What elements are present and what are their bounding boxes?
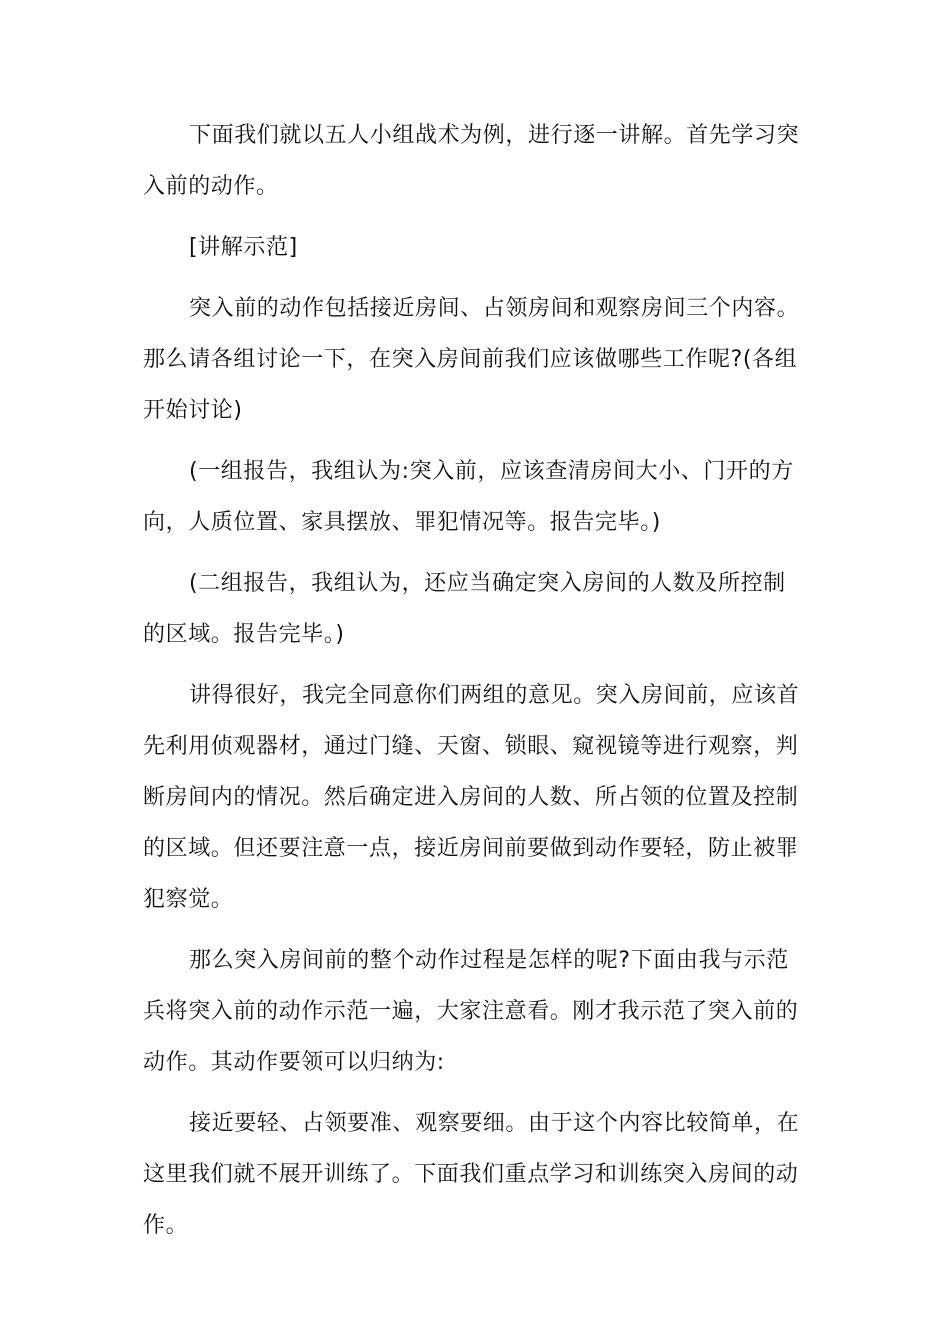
document-body [143,110,808,1261]
paragraph: 那么突入房间前的整个动作过程是怎样的呢?下面由我与示范兵将突入前的动作示范一遍，大家注意看。刚才我示范了突入前的动作。其动作要领可以归纳为: [143,948,799,1075]
paragraph: (一组报告，我组认为:突入前，应该查清房间大小、门开的方向，人质位置、家具摆放、罪犯情况等。报告完毕。) [143,459,794,535]
paragraph: 接近要轻、占领要准、观察要细。由于这个内容比较简单，在这里我们就不展开训练了。下面我们重点学习和训练突入房间的动作。 [143,1111,800,1238]
paragraph: [讲解示范] [189,235,298,260]
paragraph: 突入前的动作包括接近房间、占领房间和观察房间三个内容。那么请各组讨论一下，在突入房间前我们应该做哪些工作呢?(各组开始讨论) [143,296,800,423]
paragraph: 讲得很好，我完全同意你们两组的意见。突入房间前，应该首先利用侦观器材，通过门缝、天窗、锁眼、窥视镜等进行观察，判断房间内的情况。然后确定进入房间的人数、所占领的位置及控制的区域。但还要注意一点，接近房间前要做到动作要轻，防止被罪犯察觉。 [143,683,800,912]
paragraph: 下面我们就以五人小组战术为例，进行逐一讲解。首先学习突入前的动作。 [143,123,800,199]
paragraph: (二组报告，我组认为，还应当确定突入房间的人数及所控制的区域。报告完毕。) [143,571,786,647]
